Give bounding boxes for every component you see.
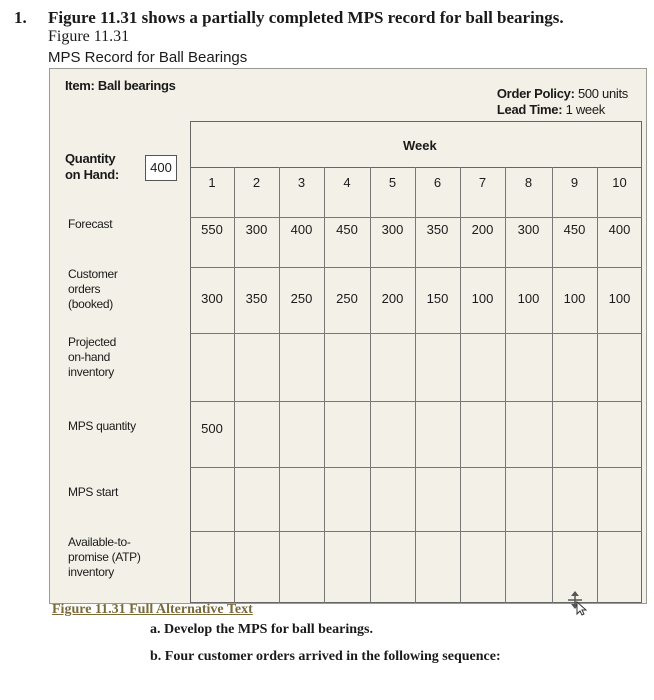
forecast-cell: 400 — [608, 222, 631, 237]
lead-time-value: 1 week — [565, 102, 605, 117]
order-policy-label: Order Policy: — [496, 86, 575, 101]
customer-orders-cell: 100 — [608, 291, 631, 306]
customer-orders-cell: 100 — [563, 291, 586, 306]
customer-orders-cell: 100 — [471, 291, 494, 306]
mps-record-figure — [49, 68, 647, 604]
question-text: Figure 11.31 shows a partially completed MPS record for ball bearings. — [48, 8, 564, 27]
qty-on-hand-line2: on Hand: — [65, 167, 119, 182]
customer-orders-cell: 100 — [517, 291, 540, 306]
forecast-cell: 200 — [471, 222, 494, 237]
week-number-cell: 3 — [297, 175, 306, 190]
lead-time-label: Lead Time: — [496, 102, 563, 117]
mouse-cursor-icon — [562, 588, 588, 616]
policy-block — [497, 86, 628, 118]
atp-label-2: promise (ATP) — [68, 550, 141, 564]
forecast-label: Forecast — [68, 217, 113, 231]
question-heading — [14, 8, 564, 28]
forecast-cell: 450 — [336, 222, 358, 237]
customer-orders-cell: 350 — [245, 291, 268, 306]
atp-label-1: Available-to- — [68, 535, 131, 549]
projected-label — [68, 335, 116, 380]
grid-row-line — [190, 531, 642, 532]
item-label: Item: Ball bearings — [65, 78, 176, 93]
week-number-cell: 2 — [252, 175, 261, 190]
forecast-cell: 550 — [201, 222, 223, 237]
forecast-cell: 350 — [426, 222, 449, 237]
customer-orders-cell: 300 — [201, 291, 223, 306]
customer-orders-cell: 150 — [426, 291, 449, 306]
projected-label-1: Projected — [68, 335, 116, 349]
week-label: Week — [403, 138, 437, 153]
atp-label — [68, 535, 141, 580]
week-number-cell: 7 — [478, 175, 487, 190]
mps-quantity-cell: 500 — [201, 421, 223, 436]
forecast-cell: 300 — [245, 222, 268, 237]
question-number: 1. — [14, 8, 27, 27]
customer-orders-label-2: orders — [68, 282, 101, 296]
mps-quantity-label: MPS quantity — [68, 419, 136, 433]
forecast-cell: 400 — [290, 222, 313, 237]
sub-question-a: a. Develop the MPS for ball bearings. — [150, 622, 373, 637]
projected-label-2: on-hand — [68, 350, 110, 364]
week-number-cell: 9 — [570, 175, 579, 190]
forecast-cell: 300 — [517, 222, 540, 237]
figure-title: MPS Record for Ball Bearings — [48, 49, 248, 66]
qty-on-hand-label — [65, 151, 119, 183]
customer-orders-label-1: Customer — [68, 267, 118, 281]
grid-row-line — [190, 217, 642, 218]
week-number-cell: 10 — [612, 175, 627, 190]
forecast-cell: 300 — [381, 222, 404, 237]
week-number-cell: 8 — [524, 175, 533, 190]
week-number-cell: 1 — [208, 175, 216, 190]
grid-row-line — [190, 267, 642, 268]
projected-label-3: inventory — [68, 365, 114, 379]
order-policy-value: 500 units — [577, 86, 628, 101]
customer-orders-cell: 250 — [336, 291, 358, 306]
week-number-cell: 5 — [388, 175, 397, 190]
qty-on-hand-line1: Quantity — [65, 151, 116, 166]
grid-row-line — [190, 401, 642, 402]
atp-label-3: inventory — [68, 565, 114, 579]
customer-orders-label — [68, 267, 118, 312]
mps-start-label: MPS start — [68, 485, 118, 499]
week-number-cell: 4 — [343, 175, 351, 190]
week-number-cell: 6 — [433, 175, 442, 190]
figure-label: Figure 11.31 — [48, 28, 130, 45]
grid-row-line — [190, 467, 642, 468]
customer-orders-label-3: (booked) — [68, 297, 113, 311]
customer-orders-cell: 250 — [290, 291, 313, 306]
forecast-cell: 450 — [563, 222, 586, 237]
customer-orders-cell: 200 — [381, 291, 404, 306]
sub-question-b: b. Four customer orders arrived in the following sequence: — [150, 649, 501, 664]
grid-row-line — [190, 333, 642, 334]
figure-caption-link[interactable]: Figure 11.31 Full Alternative Text — [52, 602, 253, 617]
qty-on-hand-value: 400 — [145, 155, 177, 181]
